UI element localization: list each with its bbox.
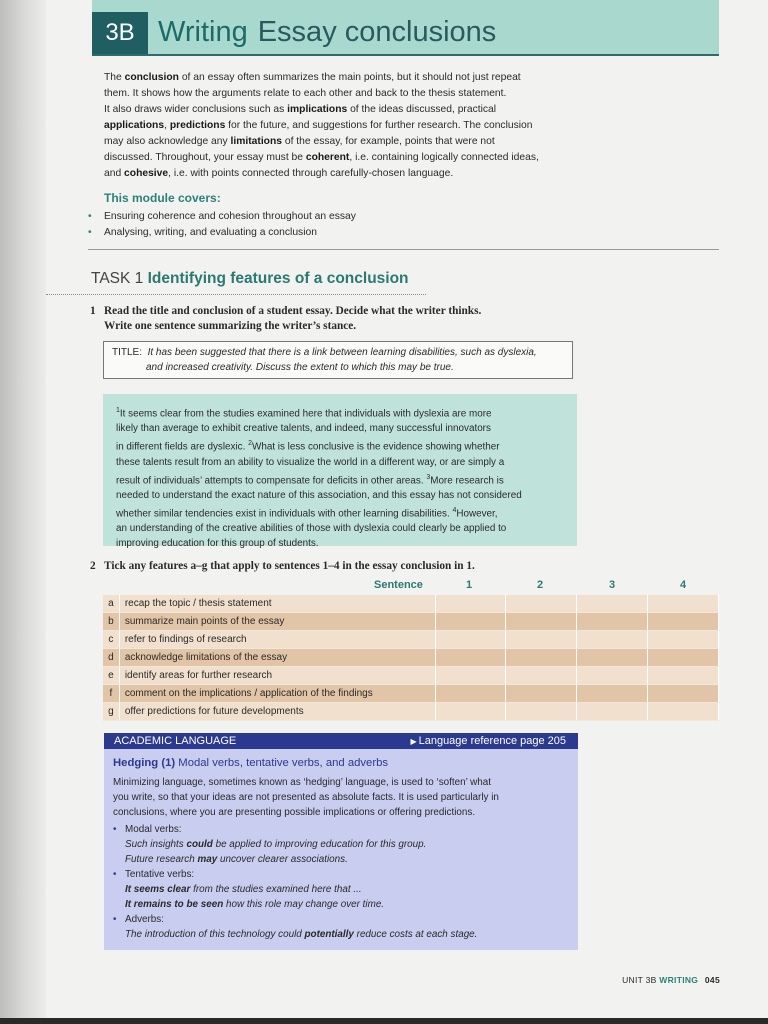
text-run: from the studies examined here that ... xyxy=(190,884,362,895)
table-row xyxy=(103,649,719,667)
example-sentence xyxy=(125,882,477,897)
arrow-right-icon: ▶ xyxy=(410,737,417,746)
question-text: Tick any features a–g that apply to sentences 1–4 in the essay conclusion in 1. xyxy=(104,560,475,572)
page-header xyxy=(92,0,719,56)
essay-line xyxy=(116,455,565,470)
text-run: The xyxy=(104,72,125,83)
example-sentence xyxy=(125,927,477,942)
tick-cell[interactable] xyxy=(648,703,719,721)
footer-section: WRITING xyxy=(659,975,699,985)
hedging-item xyxy=(113,867,477,912)
bold-term: It seems clear xyxy=(125,884,191,895)
title-sub: Essay conclusions xyxy=(257,16,497,48)
text-run: , xyxy=(164,120,170,131)
row-letter: c xyxy=(103,631,119,649)
intro-line xyxy=(104,118,584,134)
tick-cell[interactable] xyxy=(435,667,506,685)
tick-cell[interactable] xyxy=(506,667,577,685)
list-item: • Analysing, writing, and evaluating a conclusion xyxy=(88,225,356,241)
task-title: Identifying features of a conclusion xyxy=(147,270,409,287)
tick-cell[interactable] xyxy=(506,613,577,631)
book-spine-shadow xyxy=(0,0,46,1024)
text-run: of the ideas discussed, practical xyxy=(347,104,497,115)
question-text-line: Write one sentence summarizing the writer’s stance. xyxy=(104,320,357,332)
language-reference-link[interactable] xyxy=(410,733,566,750)
text-run: result of individuals’ attempts to compensate for deficits in other areas. xyxy=(116,474,427,486)
question-1 xyxy=(90,304,482,334)
list-item: • Ensuring coherence and cohesion throughout an essay xyxy=(88,209,356,225)
hedging-list xyxy=(113,822,477,942)
text-run: them. It shows how the arguments relate to each other and back to the thesis statement. xyxy=(104,88,507,99)
column-header: 4 xyxy=(680,579,687,591)
question-2 xyxy=(90,559,475,574)
essay-line xyxy=(116,521,565,536)
row-feature: refer to findings of research xyxy=(119,631,435,649)
row-letter: e xyxy=(103,667,119,685)
row-letter: b xyxy=(103,613,119,631)
task-label: TASK 1 xyxy=(91,270,144,287)
tick-cell[interactable] xyxy=(577,631,648,649)
text-run: More research is xyxy=(430,474,504,486)
essay-line xyxy=(116,488,565,503)
tick-cell[interactable] xyxy=(577,667,648,685)
table-row xyxy=(103,703,719,721)
sentence-number: 3 xyxy=(426,473,431,481)
text-run: in different fields are dyslexic. xyxy=(116,441,249,453)
text-run: be applied to improving education for this group. xyxy=(212,839,427,850)
module-covers-list xyxy=(88,209,356,241)
tick-cell[interactable] xyxy=(506,631,577,649)
column-header: 3 xyxy=(609,579,616,591)
title-text-line: and increased creativity. Discuss the extent to which this may be true. xyxy=(146,362,454,373)
bold-term: could xyxy=(186,839,213,850)
hedging-item-title: • Adverbs: xyxy=(125,914,164,925)
table-header-label: Sentence xyxy=(374,579,423,591)
sentence-number: 2 xyxy=(248,440,253,448)
tick-cell[interactable] xyxy=(648,649,719,667)
tick-cell[interactable] xyxy=(506,703,577,721)
sentence-number: 4 xyxy=(452,506,457,514)
essay-line xyxy=(116,470,565,488)
bold-term: applications xyxy=(104,120,165,131)
table-row xyxy=(103,667,719,685)
bold-term: cohesive xyxy=(124,168,169,179)
page-footer xyxy=(622,975,720,985)
row-letter: f xyxy=(103,685,119,703)
row-feature: acknowledge limitations of the essay xyxy=(119,649,435,667)
example-sentence xyxy=(125,837,477,852)
intro-line xyxy=(104,134,584,150)
tick-cell[interactable] xyxy=(435,685,506,703)
tick-cell[interactable] xyxy=(506,595,577,613)
text-run: and xyxy=(104,168,125,179)
tick-cell[interactable] xyxy=(577,703,648,721)
tick-cell[interactable] xyxy=(577,649,648,667)
column-header: 2 xyxy=(537,579,544,591)
text-run: reduce costs at each stage. xyxy=(353,929,478,940)
scan-edge xyxy=(0,1018,768,1024)
tick-cell[interactable] xyxy=(435,595,506,613)
intro-line xyxy=(104,166,584,182)
tick-cell[interactable] xyxy=(435,649,506,667)
table-row xyxy=(103,613,719,631)
essay-line xyxy=(116,403,565,421)
essay-title-box xyxy=(103,341,573,379)
text-run: how this role may change over time. xyxy=(223,899,385,910)
text-run: for the future, and suggestions for further research. The conclusion xyxy=(225,120,533,131)
hedging-item xyxy=(113,912,477,942)
bold-term: limitations xyxy=(230,136,282,147)
hedging-heading xyxy=(113,757,388,769)
hedging-item-title: • Modal verbs: xyxy=(125,824,182,835)
row-letter: d xyxy=(103,649,119,667)
tick-cell[interactable] xyxy=(577,595,648,613)
essay-line xyxy=(116,421,565,436)
table-row xyxy=(103,685,719,703)
row-letter: g xyxy=(103,703,119,721)
intro-line xyxy=(104,70,584,86)
text-run: , i.e. with points connected through carefully-chosen language. xyxy=(168,168,454,179)
hedging-heading-bold: Hedging (1) xyxy=(113,757,176,769)
tick-cell[interactable] xyxy=(506,649,577,667)
text-run: Future research xyxy=(125,854,198,865)
footer-unit: UNIT 3B xyxy=(622,975,657,985)
body-line: Minimizing language, sometimes known as ‘hedging’ language, is used to ‘soften’ what xyxy=(113,777,492,788)
text-run: The introduction of this technology could xyxy=(125,929,305,940)
academic-language-bar xyxy=(104,733,578,749)
hedging-heading-rest: Modal verbs, tentative verbs, and adverbs xyxy=(178,757,389,769)
text-run: Such insights xyxy=(125,839,187,850)
body-line: conclusions, where you are presenting possible implications or offering predictions. xyxy=(113,807,476,818)
row-feature: summarize main points of the essay xyxy=(119,613,435,631)
hedging-body xyxy=(113,775,561,820)
tick-cell[interactable] xyxy=(577,613,648,631)
intro-paragraph xyxy=(104,70,584,182)
text-run: may also acknowledge any xyxy=(104,136,231,147)
page-title xyxy=(158,14,496,50)
text-run: It also draws wider conclusions such as xyxy=(104,104,288,115)
text-run: of the essay, for example, points that were not xyxy=(282,136,495,147)
divider xyxy=(88,249,719,250)
essay-line xyxy=(116,503,565,521)
text-run: whether similar tendencies exist in individuals with other learning disabilities. xyxy=(116,508,453,520)
text-run: uncover clearer associations. xyxy=(217,854,348,865)
tick-cell[interactable] xyxy=(648,613,719,631)
essay-line xyxy=(116,536,565,551)
text-run: these talents result from an ability to visualize the world in a different way, or are simply a xyxy=(116,456,505,468)
text-run: needed to understand the exact nature of this association, and this essay has not considered xyxy=(116,489,522,501)
text-run: an understanding of the creative abilities of those with dyslexia could clearly be applied to xyxy=(116,523,507,535)
tick-cell[interactable] xyxy=(435,613,506,631)
table-row xyxy=(103,595,719,613)
bold-term: implications xyxy=(287,104,348,115)
page-number: 045 xyxy=(704,975,720,985)
bold-term: coherent xyxy=(305,152,350,163)
question-number: 2 xyxy=(90,560,96,572)
text-run: of an essay often summarizes the main points, but it should not just repeat xyxy=(178,72,521,83)
intro-line xyxy=(104,86,584,102)
example-sentence xyxy=(125,897,477,912)
row-letter: a xyxy=(103,595,119,613)
intro-line xyxy=(104,102,584,118)
tick-cell[interactable] xyxy=(435,631,506,649)
bold-term: conclusion xyxy=(124,72,179,83)
text-run: However, xyxy=(456,508,498,520)
tick-cell[interactable] xyxy=(577,685,648,703)
table-row xyxy=(103,631,719,649)
unit-badge: 3B xyxy=(92,12,148,54)
body-line: you write, so that your ideas are not presented as absolute facts. It is used particularly in xyxy=(113,792,499,803)
bold-term: may xyxy=(197,854,218,865)
text-run: improving education for this group of students. xyxy=(116,538,319,550)
title-main: Writing xyxy=(158,16,248,48)
tick-cell[interactable] xyxy=(435,703,506,721)
bold-term: predictions xyxy=(169,120,226,131)
tick-cell[interactable] xyxy=(648,685,719,703)
text-run: , i.e. containing logically connected ideas, xyxy=(349,152,539,163)
text-run: What is less conclusive is the evidence showing whether xyxy=(252,441,500,453)
module-covers-title: This module covers: xyxy=(104,191,221,205)
column-header: 1 xyxy=(466,579,473,591)
row-feature: identify areas for further research xyxy=(119,667,435,685)
text-run: discussed. Throughout, your essay must be xyxy=(104,152,306,163)
row-feature: offer predictions for future developments xyxy=(119,703,435,721)
row-feature: recap the topic / thesis statement xyxy=(119,595,435,613)
title-text-line: It has been suggested that there is a link between learning disabilities, such as dyslexia, xyxy=(147,347,537,358)
text-run: It seems clear from the studies examined here that individuals with dyslexia are more xyxy=(119,408,492,420)
sentence-number: 1 xyxy=(116,407,120,414)
essay-line xyxy=(116,436,565,454)
hedging-item xyxy=(113,822,477,867)
dotted-divider xyxy=(46,294,426,295)
essay-conclusion-box xyxy=(103,394,577,550)
question-number: 1 xyxy=(90,305,96,317)
hedging-item-title: • Tentative verbs: xyxy=(125,869,195,880)
academic-language-label: ACADEMIC LANGUAGE xyxy=(114,735,237,747)
academic-language-box xyxy=(104,733,578,950)
question-text-line: Read the title and conclusion of a student essay. Decide what the writer thinks. xyxy=(104,305,482,317)
text-run: likely than average to exhibit creative talents, and indeed, many successful innovators xyxy=(116,423,491,435)
language-reference-text: Language reference page 205 xyxy=(418,735,566,747)
bold-term: It remains to be seen xyxy=(125,899,224,910)
task-heading xyxy=(91,270,409,288)
features-table xyxy=(103,595,719,721)
tick-cell[interactable] xyxy=(648,595,719,613)
row-feature: comment on the implications / application of the findings xyxy=(119,685,435,703)
example-sentence xyxy=(125,852,477,867)
intro-line xyxy=(104,150,584,166)
tick-cell[interactable] xyxy=(648,631,719,649)
bold-term: potentially xyxy=(304,929,354,940)
tick-cell[interactable] xyxy=(648,667,719,685)
title-label: TITLE: xyxy=(112,347,143,358)
tick-cell[interactable] xyxy=(506,685,577,703)
